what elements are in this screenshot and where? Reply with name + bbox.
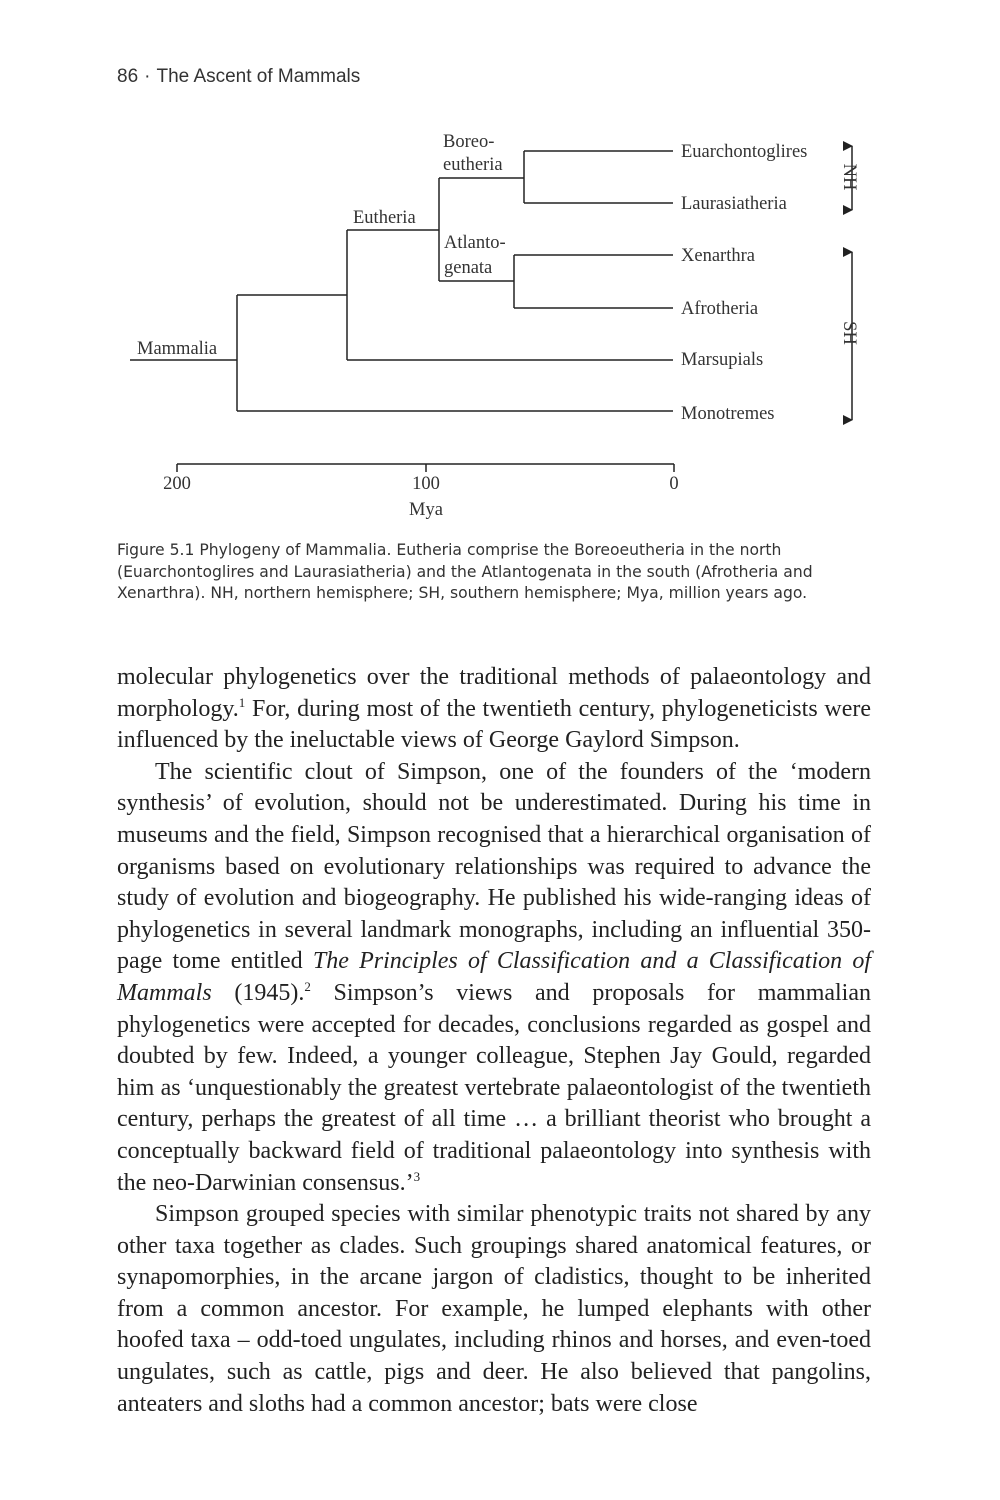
caption-label: Figure 5.1 [117, 541, 195, 559]
nh-label: NH [839, 163, 859, 191]
phylogeny-figure [0, 0, 1000, 530]
node-label-atlantogenata-line1: Atlanto- [444, 233, 506, 253]
paragraph-2-text-a: The scientific clout of Simpson, one of the founders of the ‘modern synthesis’ of evolution, should not be underestimated. During his time in museums and the field, Simpson recognised that a hierarchical organisation of organisms based on evolutionary relationships was required to advance the study of evolution and biogeography. He published his wide-ranging ideas of phylogenetics in several landmark monographs, including an influential 350-page tome entitled [117, 758, 871, 975]
tip-label-monotremes: Monotremes [681, 404, 775, 424]
node-label-eutheria: Eutheria [353, 208, 416, 228]
node-label-atlantogenata-line2: genata [444, 258, 493, 278]
tip-label-laurasiatheria: Laurasiatheria [681, 194, 787, 214]
footnote-ref-1: 1 [238, 694, 246, 710]
page-number: 86 [117, 66, 139, 87]
book-title-principles: The Principles of Classification and a Classification of Mammals [117, 948, 871, 1006]
node-label-boreoeutheria-line2: eutheria [443, 155, 503, 175]
time-axis-title: Mya [409, 500, 443, 520]
paragraph-2 [117, 757, 871, 1199]
book-title: The Ascent of Mammals [156, 66, 361, 87]
paragraph-2-text-c: Simpson’s views and proposals for mammalian phylogenetics were accepted for decades, conclusions regarded as gospel and doubted by few. Indeed, a younger colleague, Stephen Jay Gould, regarded him as ‘unquestionably the greatest vertebrate palaeontologist of the twentieth century, perhaps the greatest of all time … a brilliant theorist who brought a conceptually backward field of traditional palaeontology into synthesis with the neo-Darwinian consensus.’ [117, 979, 872, 1196]
node-label-mammalia: Mammalia [137, 339, 218, 359]
figure-caption [117, 540, 877, 605]
footnote-ref-3: 3 [413, 1168, 421, 1184]
tip-label-euarchontoglires: Euarchontoglires [681, 142, 808, 162]
time-axis-label-200: 200 [163, 474, 191, 494]
footnote-ref-2: 2 [304, 978, 311, 994]
tip-label-marsupials: Marsupials [681, 350, 764, 370]
time-axis-label-100: 100 [412, 474, 440, 494]
paragraph-1 [117, 662, 871, 757]
tip-label-afrotheria: Afrotheria [681, 299, 759, 319]
tip-label-xenarthra: Xenarthra [681, 246, 755, 266]
caption-text: Phylogeny of Mammalia. Eutheria comprise the Boreoeutheria in the north (Euarchontoglires and Laurasiatheria) and the Atlantogenata in the south (Afrotheria and Xenarthra). NH, northern hemisphere; SH, southern hemisphere; Mya, million years ago. [117, 541, 813, 602]
sh-label: SH [839, 321, 859, 345]
paragraph-1-text-a: molecular phylogenetics over the traditional methods of palaeontology and morphology. [117, 664, 871, 722]
node-label-boreoeutheria-line1: Boreo- [443, 132, 495, 152]
paragraph-3: Simpson grouped species with similar phenotypic traits not shared by any other taxa together as clades. Such groupings shared anatomical features, or synapomorphies, in the arcane jargon of cladistics, thought to be inherited from a common ancestor. For example, he lumped elephants with other hoofed taxa – odd-toed ungulates, including rhinos and horses, and even-toed ungulates, such as cattle, pigs and deer. He also believed that pangolins, anteaters and sloths had a common ancestor; bats were close [117, 1201, 871, 1417]
header-separator: · [144, 66, 151, 87]
time-axis-label-0: 0 [669, 474, 679, 494]
body-text [117, 662, 871, 1420]
paragraph-2-text-b: (1945). [211, 979, 305, 1006]
paragraph-1-text-b: For, during most of the twentieth century, phylogeneticists were influenced by the ineluctable views of George Gaylord Simpson. [117, 695, 871, 754]
